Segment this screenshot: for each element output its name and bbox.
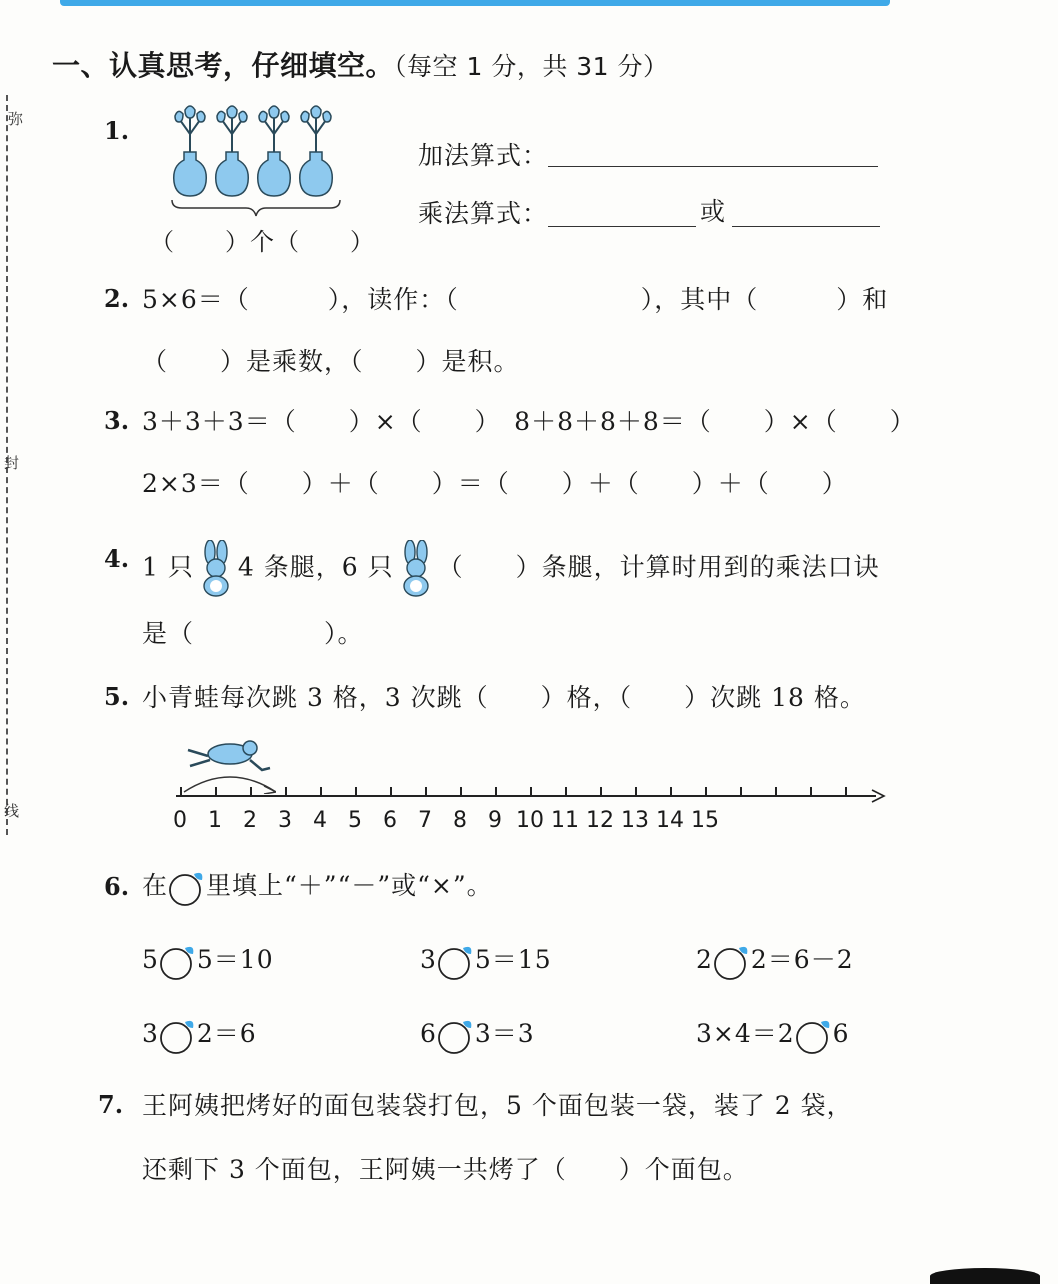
number-line-tick (845, 787, 847, 796)
top-accent-bar (60, 0, 890, 6)
q4-part-a: 1 只 (142, 552, 194, 582)
margin-char-1: 弥 (8, 110, 24, 128)
q6-item (420, 940, 552, 982)
q6-item-left: 2 (696, 945, 713, 974)
number-line-tick (460, 787, 462, 796)
q1-or-text: 或 (700, 197, 727, 226)
number-line-label: 12 (586, 808, 614, 833)
q3-line-2: 2×3＝（ ）＋（ ）＝（ ）＋（ ）＋（ ） (142, 469, 848, 498)
number-line-label: 14 (656, 808, 684, 833)
q6-item (696, 940, 854, 982)
q2-line-2: （ ）是乘数，（ ）是积。 (142, 347, 520, 376)
apple-circle-icon[interactable] (713, 942, 751, 982)
number-line-tick (565, 787, 567, 796)
number-line-tick (740, 787, 742, 796)
q6-item (142, 1014, 257, 1056)
number-line-label: 0 (173, 808, 187, 833)
rabbit-icon (396, 540, 436, 598)
number-line-tick (775, 787, 777, 796)
apple-circle-icon[interactable] (795, 1016, 833, 1056)
number-line-tick (250, 787, 252, 796)
number-line-label: 10 (516, 808, 544, 833)
q4-part-c: （ ）条腿，计算时用到的乘法口诀 (437, 552, 880, 582)
number-line-tick (810, 787, 812, 796)
number-line-tick (670, 787, 672, 796)
apple-circle-icon[interactable] (159, 1016, 197, 1056)
number-line-tick (600, 787, 602, 796)
q4-part-b: 4 条腿，6 只 (237, 552, 394, 582)
number-line-tick (635, 787, 637, 796)
q6-item-left: 6 (420, 1019, 437, 1048)
number-line-label: 9 (488, 808, 502, 833)
scan-corner-shadow (930, 1268, 1040, 1284)
number-line-label: 7 (418, 808, 432, 833)
number-line-label: 13 (621, 808, 649, 833)
arrow-right-icon (870, 788, 886, 804)
apple-circle-icon[interactable] (437, 942, 475, 982)
number-line-label: 2 (243, 808, 257, 833)
q6-line-1 (142, 866, 493, 908)
section-heading (52, 44, 669, 84)
q3-number: 3. (104, 406, 130, 435)
q6-text-a: 在 (142, 871, 169, 900)
q1-number: 1. (104, 116, 130, 145)
section-title: 一、认真思考，仔细填空。 (52, 49, 395, 82)
apple-circle-icon[interactable] (437, 1016, 475, 1056)
number-line-label: 6 (383, 808, 397, 833)
number-line-tick (390, 787, 392, 796)
number-line-tick (495, 787, 497, 796)
q1-mul-answer-line-1[interactable] (548, 226, 696, 227)
number-line-tick (355, 787, 357, 796)
q6-item-left: 5 (142, 945, 159, 974)
vase-with-tulips-icon (216, 106, 249, 196)
number-line-tick (285, 787, 287, 796)
apple-circle-icon (168, 868, 206, 908)
vase-with-tulips-icon (258, 106, 291, 196)
number-line-tick (320, 787, 322, 796)
q6-item-left: 3 (420, 945, 437, 974)
vase-with-tulips-icon (174, 106, 207, 196)
frog-icon (180, 738, 276, 794)
q7-number: 7. (98, 1090, 124, 1119)
q6-number: 6. (104, 872, 130, 901)
q6-item-right: 2＝6 (196, 1019, 257, 1048)
apple-circle-icon[interactable] (159, 942, 197, 982)
number-line-tick (705, 787, 707, 796)
q6-text-b: 里填上“＋”“－”或“×”。 (206, 871, 493, 900)
q6-item-right: 5＝10 (196, 945, 274, 974)
q1-mul-label: 乘法算式： (418, 199, 549, 228)
number-line-tick (530, 787, 532, 796)
vase-with-tulips-icon (300, 106, 333, 196)
q5-line-1: 小青蛙每次跳 3 格，3 次跳（ ）格，（ ）次跳 18 格。 (142, 683, 866, 712)
q6-item (696, 1014, 850, 1056)
number-line-axis (176, 795, 876, 797)
score-note: （每空 1 分，共 31 分） (394, 52, 669, 81)
q7-line-1: 王阿姨把烤好的面包装袋打包，5 个面包装一袋，装了 2 袋， (142, 1091, 853, 1120)
q4-line-1 (142, 540, 880, 598)
q4-line-2: 是（ ）。 (142, 619, 364, 648)
q6-item (142, 940, 274, 982)
q2-number: 2. (104, 284, 130, 313)
number-line-tick (180, 787, 182, 796)
q7-line-2: 还剩下 3 个面包，王阿姨一共烤了（ ）个面包。 (142, 1155, 749, 1184)
q1-add-label: 加法算式： (418, 141, 549, 170)
rabbit-icon (196, 540, 236, 598)
q6-item-right: 5＝15 (474, 945, 552, 974)
q5-number: 5. (104, 682, 130, 711)
number-line-tick (215, 787, 217, 796)
number-line-tick (425, 787, 427, 796)
q6-item-left: 3 (142, 1019, 159, 1048)
q1-mul-answer-line-2[interactable] (732, 226, 880, 227)
q6-item (420, 1014, 535, 1056)
number-line-label: 8 (453, 808, 467, 833)
number-line-label: 15 (691, 808, 719, 833)
q6-item-left: 3×4＝2 (696, 1019, 795, 1048)
number-line-label: 4 (313, 808, 327, 833)
number-line-label: 1 (208, 808, 222, 833)
vases-illustration (168, 104, 348, 224)
margin-char-2: 封 (4, 454, 20, 472)
q3-line-1: 3＋3＋3＝（ ）×（ ） 8＋8＋8＋8＝（ ）×（ ） (142, 407, 916, 436)
number-line-label: 11 (551, 808, 579, 833)
number-line-label: 3 (278, 808, 292, 833)
q1-bracket-text: （ ）个（ ） (150, 228, 375, 256)
margin-char-3: 线 (4, 802, 20, 820)
q6-item-right: 3＝3 (474, 1019, 535, 1048)
q6-item-right: 2＝6－2 (750, 945, 854, 974)
q4-number: 4. (104, 544, 130, 573)
q6-item-right: 6 (832, 1019, 850, 1048)
q2-line-1: 5×6＝（ ），读作：（ ），其中（ ）和 (142, 285, 889, 314)
number-line-label: 5 (348, 808, 362, 833)
q1-add-answer-line[interactable] (548, 166, 878, 167)
